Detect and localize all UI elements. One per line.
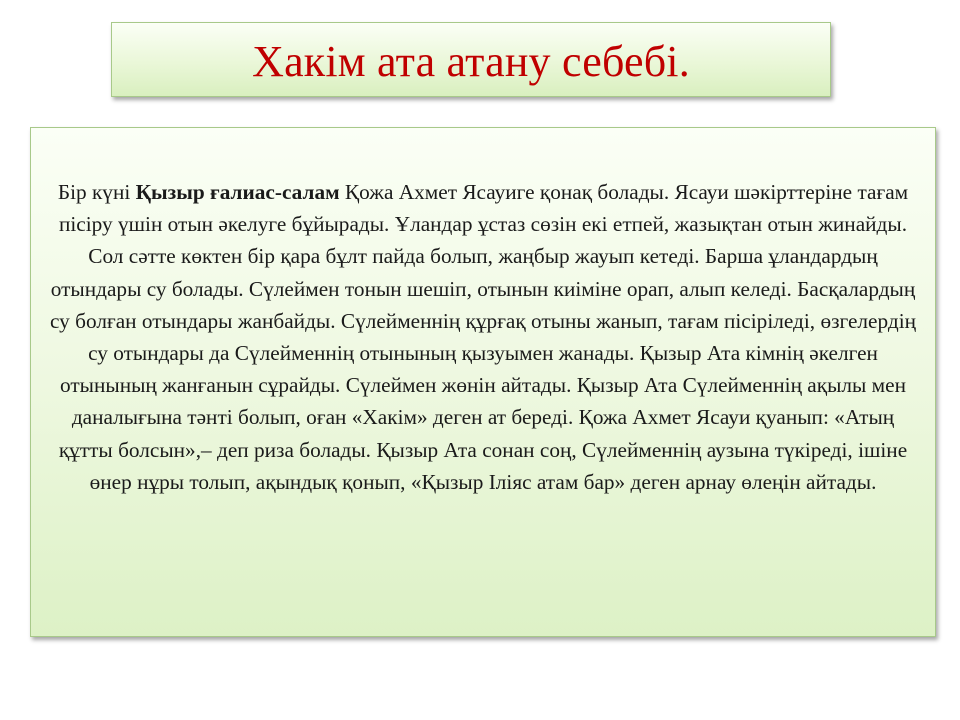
paragraph-lead: Бір күні [57,180,136,204]
slide-title: Хакім ата атану себебі. [252,36,690,86]
title-box [111,22,831,97]
paragraph-rest: Қожа Ахмет Ясауиге қонақ болады. Ясауи шәкірттеріне тағам пісіру үшін отын әкелуге бұйырады. Ұландар ұстаз сөзін екі етпей, жазықтан отын жинайды. Сол сәтте көктен бір қара бұлт пайда болып, жаңбыр жауып кетеді. Барша ұландардың отындары су болады. Сүлеймен тонын шешіп, отынын киіміне орап, алып келеді. Басқалардың су болған отындары жанбайды. Сүлейменнің құрғақ отыны жанып, тағам пісіріледі, өзгелердің су отындары да Сүлейменнің отынының қызуымен жанады. Қызыр Ата кімнің әкелген отынының жанғанын сұрайды. Сүлеймен жөнін айтады. Қызыр Ата Сүлейменнің ақылы мен даналығына тәнті болып, оған «Хакім» деген ат береді. Қожа Ахмет Ясауи қуанып: «Атың құтты болсын»,– деп риза болады. Қызыр Ата сонан соң, Сүлейменнің аузына түкіреді, ішіне өнер нұры толып, ақындық қонып, «Қызыр Іліяс атам бар» деген арнау өлеңін айтады. [49,180,917,494]
paragraph-bold-name: Қызыр ғалиас-салам [135,180,340,204]
story-paragraph [43,176,923,498]
content-box [30,127,936,637]
